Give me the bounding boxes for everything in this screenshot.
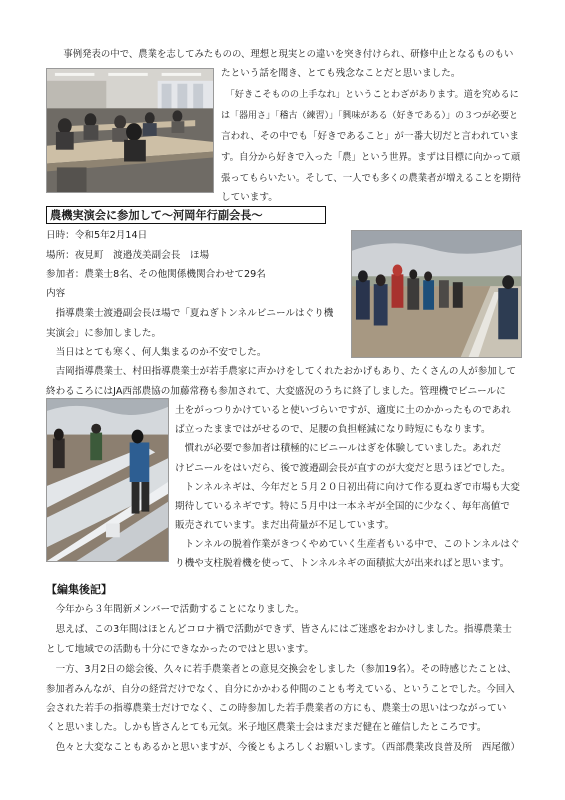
text-line: 土をがっつりかけていると使いづらいですが、適度に土のかかったものであれ — [175, 405, 511, 416]
field-demo-photo — [351, 230, 522, 358]
text-line: り機や支柱脱着機を使って、トンネルネギの面積拡大が出来ればと思います。 — [175, 558, 510, 569]
text-line: 吉岡指導農業士、村田指導農業士が若手農家に声かけをしてくれたおかげもあり、たくさんの人が参加して — [46, 366, 517, 377]
section-title: 農機実演会に参加して～河岡年行副会長～ — [50, 209, 263, 222]
text-line: 会された若手の指導農業士だけでなく、この時参加した若手農業者の方にも、農業士の思いはつながってい — [46, 703, 507, 714]
event-place: 場所：夜見町 渡邉茂美副会長 ほ場 — [46, 250, 210, 261]
event-date: 日時：令和5年2月14日 — [46, 230, 148, 241]
text-line: 実演会」に参加しました。 — [46, 328, 162, 339]
tunnel-removal-photo — [46, 398, 169, 562]
editorial-title: 【編集後記】 — [46, 583, 112, 596]
text-line: トンネルの脱着作業がきつくやめていく生産者もいる中で、このトンネルはぐ — [175, 539, 520, 550]
text-line: 今年から３年間新メンバーで活動することになりました。 — [46, 604, 305, 615]
text-line: しています。 — [221, 192, 278, 203]
text-line: 張ってもらいたい。そして、一人でも多くの農業者が増えることを期待 — [221, 173, 521, 184]
text-line: 一方、3月2日の総会後、久々に若手農業者との意見交換会をしました（参加19名）。その時感じたことは、 — [46, 664, 517, 675]
text-line: 思えば、この3年間はほとんどコロナ禍で活動ができず、皆さんにはご迷惑をおかけしました。指導農業士 — [46, 624, 512, 635]
text-line: として地域での活動も十分にできなかったのではと思います。 — [46, 644, 314, 655]
text-line: 販売されています。まだ出荷量が不足しています。 — [175, 520, 395, 531]
text-line: 指導農業士渡邉副会長ほ場で「夏ねぎトンネルビニールはぐり機 — [46, 308, 334, 319]
text-line: 参加者みんなが、自分の経営だけでなく、自分にかかわる仲間のことも考えている、ということでした。今回入 — [46, 684, 515, 695]
text-line: は「器用さ」「稽古（練習）」「興味がある（好きである）」の３つが必要と — [221, 111, 519, 121]
text-line: たという話を聞き、とても残念なことだと思いました。 — [221, 68, 461, 79]
text-line: 色々と大変なこともあるかと思いますが、今後ともよろしくお願いします。（西部農業改良普及所 西尾徹） — [46, 742, 521, 753]
meeting-room-photo — [46, 68, 214, 193]
text-line: 慣れが必要で参加者は積極的にビニールはぎを体験していました。あれだ — [175, 443, 501, 454]
text-line: 当日はとても寒く、何人集まるのか不安でした。 — [46, 347, 267, 358]
section-heading — [46, 206, 326, 224]
text-line: けビニールをはいだら、後で渡邉副会長が直すのが大変だと思うほどでした。 — [175, 463, 511, 474]
text-line: トンネルネギは、今年だと５月２０日初出荷に向けて作る夏ねぎで市場も大変 — [175, 482, 520, 493]
event-participants: 参加者：農業士8名、その他関係機関合わせて29名 — [46, 269, 266, 280]
content-label: 内容 — [46, 288, 66, 299]
text-line: くと思いました。しかも皆さんとても元気。米子地区農業士会はまだまだ健在と確信したところです。 — [46, 722, 487, 733]
text-line: 事例発表の中で、農業を志してみたものの、理想と現実との違いを突き付けられ、研修中止となるものもい — [54, 49, 514, 60]
text-line: 「好きこそものの上手なれ」ということわざがあります。道を究めるに — [221, 89, 519, 100]
text-line: す。自分から好きで入った「農」という世界。まずは目標に向かって頑 — [221, 152, 521, 163]
text-line: 期待しているネギです。特に５月中は一本ネギが全国的に少なく、毎年高値で — [175, 501, 510, 512]
text-line: 言われ、その中でも「好きであること」が一番大切だと言われていま — [221, 131, 519, 142]
text-line: ば立ったままではがせるので、足腰の負担軽減になり時短にもなります。 — [175, 424, 491, 435]
text-line: 終わるころにはJA西部農協の加藤常務も参加されて、大変盛況のうちに終了しました。管理機でビニールに — [46, 386, 506, 397]
